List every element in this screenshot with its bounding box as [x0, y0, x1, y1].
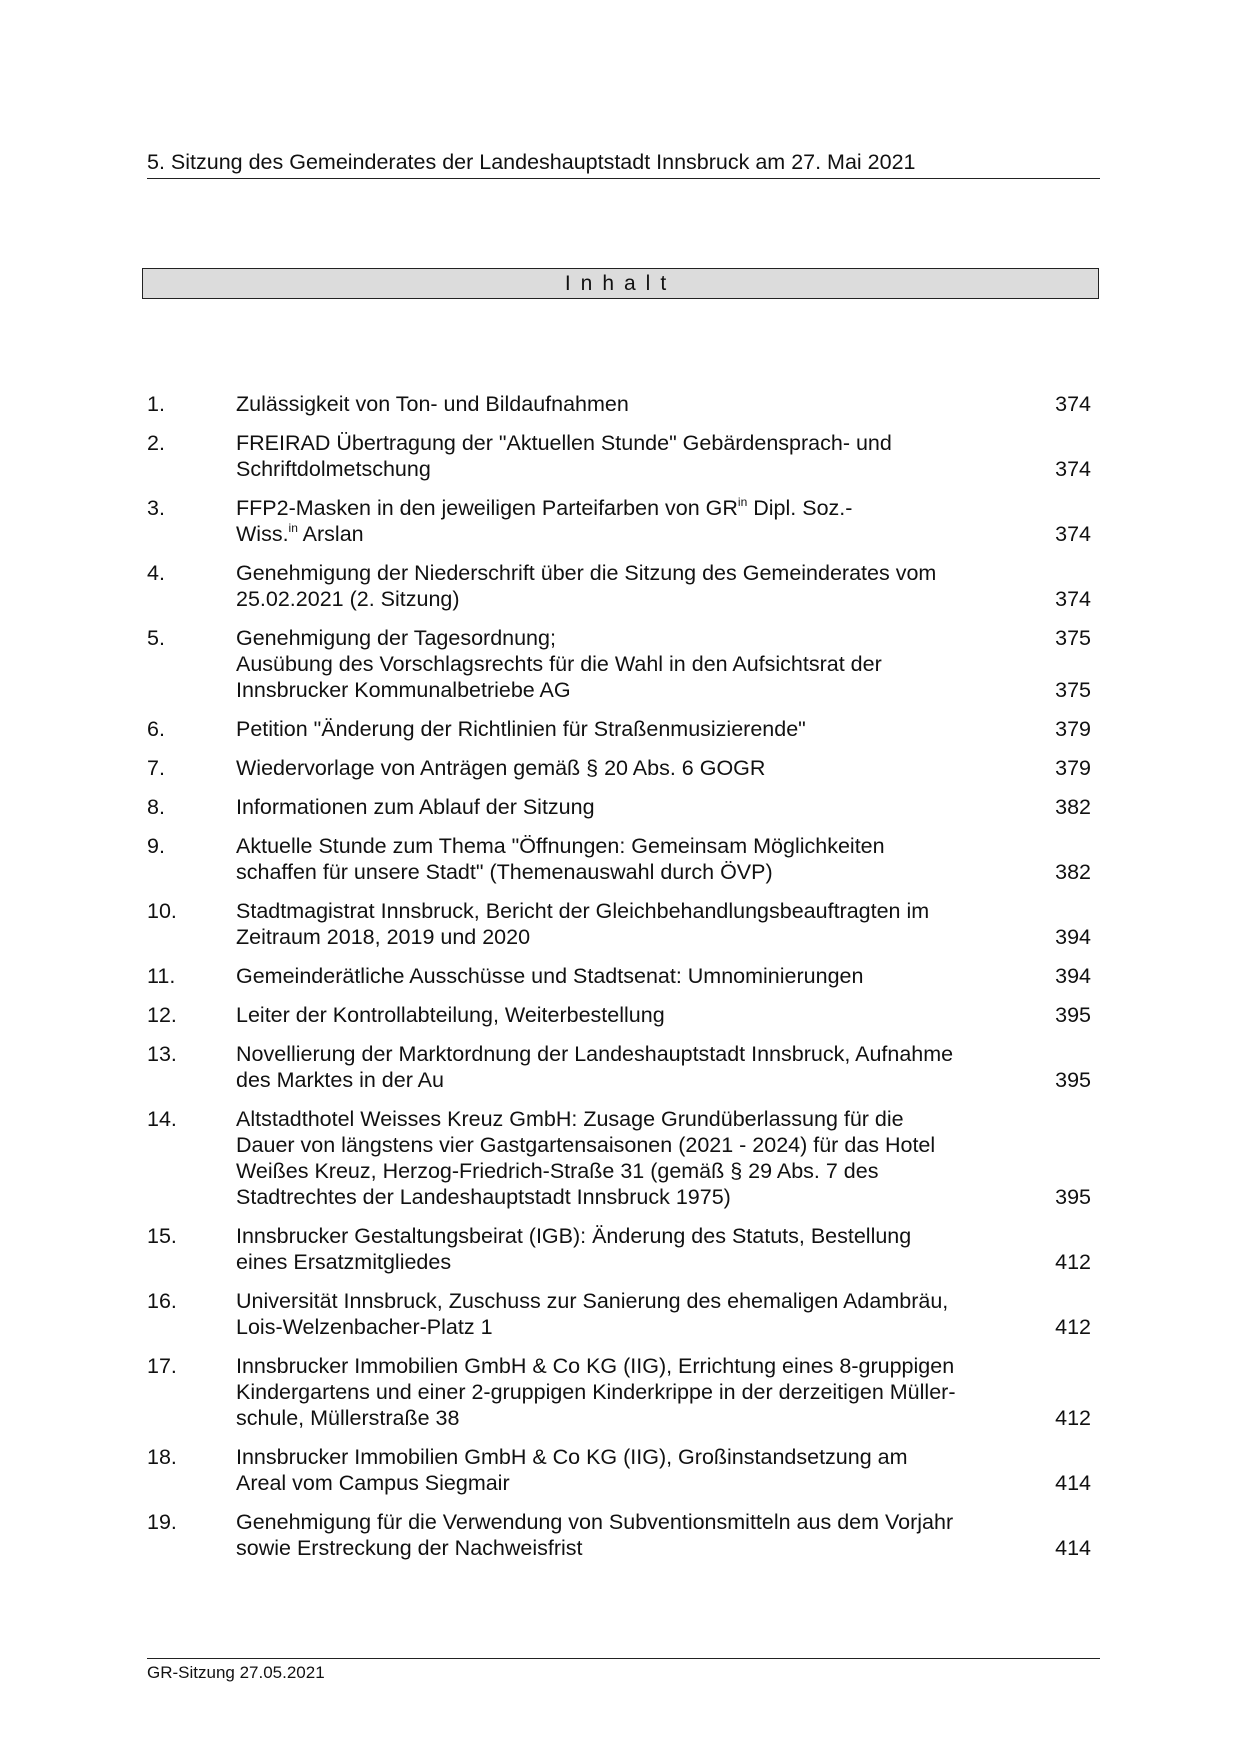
- table-of-contents: [147, 391, 1097, 1574]
- toc-entry-page-number: 375: [1055, 678, 1091, 702]
- toc-entry: [147, 625, 1097, 703]
- toc-entry-page-number: 395: [1055, 1003, 1091, 1027]
- toc-entry-number: 10.: [147, 899, 177, 923]
- toc-entry-page-number: 379: [1055, 717, 1091, 741]
- toc-entry-number: 7.: [147, 756, 165, 780]
- toc-entry-title-line: Stadtmagistrat Innsbruck, Bericht der Gleichbehandlungsbeauftragten im: [236, 899, 930, 923]
- toc-entry-page: [1026, 716, 1097, 742]
- toc-entry-number: 19.: [147, 1510, 177, 1534]
- toc-entry-title-line: Altstadthotel Weisses Kreuz GmbH: Zusage Grundüberlassung für die: [236, 1107, 904, 1131]
- toc-entry-page: [1026, 1002, 1097, 1028]
- toc-entry-title-line: des Marktes in der Au: [236, 1068, 444, 1092]
- toc-entry-title: [236, 1509, 1026, 1561]
- toc-entry-page: [1026, 924, 1097, 950]
- toc-entry-title-line: Ausübung des Vorschlagsrechts für die Wahl in den Aufsichtsrat der: [236, 652, 882, 676]
- toc-entry-number: 2.: [147, 431, 165, 455]
- toc-entry-title-line: Lois-Welzenbacher-Platz 1: [236, 1315, 493, 1339]
- toc-entry-page-number: 375: [1055, 626, 1091, 650]
- toc-entry-title: [236, 794, 1026, 820]
- toc-entry-page: [1026, 963, 1097, 989]
- toc-entry-title: [236, 1002, 1026, 1028]
- toc-entry-page: [1026, 391, 1097, 417]
- toc-entry-title-line: Genehmigung der Tagesordnung;: [236, 626, 556, 650]
- toc-entry-title-line: FFP2-Masken in den jeweiligen Parteifarben von $GR^{in}$ Dipl. Soz.-: [236, 495, 853, 520]
- toc-entry-title: [236, 1444, 1026, 1496]
- toc-entry: [147, 1288, 1097, 1340]
- toc-entry-number: 1.: [147, 392, 165, 416]
- toc-entry-page: [1026, 1249, 1097, 1275]
- toc-entry: [147, 1002, 1097, 1028]
- toc-entry-number: 15.: [147, 1224, 177, 1248]
- toc-entry-title: [236, 391, 1026, 417]
- toc-entry-page-number: 382: [1055, 795, 1091, 819]
- toc-entry-number: 9.: [147, 834, 165, 858]
- toc-entry-title-line: Aktuelle Stunde zum Thema "Öffnungen: Gemeinsam Möglichkeiten: [236, 834, 885, 858]
- toc-entry-page-number: 412: [1055, 1406, 1091, 1430]
- toc-entry-title-line: Wiedervorlage von Anträgen gemäß § 20 Abs. 6 GOGR: [236, 756, 766, 780]
- toc-entry-page-number: 414: [1055, 1536, 1091, 1560]
- toc-entry-title-line: Dauer von längstens vier Gastgartensaisonen (2021 - 2024) für das Hotel: [236, 1133, 936, 1157]
- toc-entry-title-line: Universität Innsbruck, Zuschuss zur Sanierung des ehemaligen Adambräu,: [236, 1289, 949, 1313]
- toc-entry-page-number: 374: [1055, 522, 1091, 546]
- toc-entry-page-number: 394: [1055, 964, 1091, 988]
- toc-entry-title: [236, 716, 1026, 742]
- toc-entry-page: [1026, 1184, 1097, 1210]
- toc-entry-number: 6.: [147, 717, 165, 741]
- toc-entry-title: [236, 755, 1026, 781]
- toc-entry-number: 5.: [147, 626, 165, 650]
- toc-entry-title-line: Innsbrucker Gestaltungsbeirat (IGB): Änderung des Statuts, Bestellung: [236, 1224, 912, 1248]
- toc-entry: [147, 963, 1097, 989]
- toc-entry-page-number: [1026, 651, 1091, 677]
- toc-entry-title-line: FREIRAD Übertragung der "Aktuellen Stunde" Gebärdensprach- und: [236, 431, 892, 455]
- page-header: 5. Sitzung des Gemeinderates der Landeshauptstadt Innsbruck am 27. Mai 2021: [147, 148, 1100, 179]
- toc-entry-title-line: Informationen zum Ablauf der Sitzung: [236, 795, 595, 819]
- toc-entry: [147, 1106, 1097, 1210]
- toc-entry-title: [236, 898, 1026, 950]
- toc-entry-page-number: 379: [1055, 756, 1091, 780]
- toc-entry: [147, 391, 1097, 417]
- toc-entry-title-line: sowie Erstreckung der Nachweisfrist: [236, 1536, 583, 1560]
- toc-entry-title-line: Stadtrechtes der Landeshauptstadt Innsbruck 1975): [236, 1185, 731, 1209]
- toc-entry-title-line: Novellierung der Marktordnung der Landeshauptstadt Innsbruck, Aufnahme: [236, 1042, 954, 1066]
- toc-entry-page-number: 412: [1055, 1315, 1091, 1339]
- toc-entry-title: [236, 1353, 1026, 1431]
- toc-entry-number: 12.: [147, 1003, 177, 1027]
- toc-entry-title-line: Zulässigkeit von Ton- und Bildaufnahmen: [236, 392, 629, 416]
- toc-entry-title-line: Genehmigung der Niederschrift über die Sitzung des Gemeinderates vom: [236, 561, 937, 585]
- toc-entry-title-line: eines Ersatzmitgliedes: [236, 1250, 452, 1274]
- toc-entry-page: [1026, 1314, 1097, 1340]
- toc-entry: [147, 1041, 1097, 1093]
- toc-entry-title-line: schule, Müllerstraße 38: [236, 1406, 460, 1430]
- toc-entry-page-number: 382: [1055, 860, 1091, 884]
- toc-entry-page: [1026, 1067, 1097, 1093]
- toc-entry-page: [1026, 1405, 1097, 1431]
- toc-entry: [147, 1509, 1097, 1561]
- toc-entry-page-number: 374: [1055, 587, 1091, 611]
- toc-entry: [147, 833, 1097, 885]
- toc-entry-title: [236, 833, 1026, 885]
- toc-entry-page-number: 395: [1055, 1185, 1091, 1209]
- toc-entry-title: [236, 1041, 1026, 1093]
- toc-entry-title-line: Genehmigung für die Verwendung von Subventionsmitteln aus dem Vorjahr: [236, 1510, 954, 1534]
- toc-entry-title-line: Innsbrucker Immobilien GmbH & Co KG (IIG), Großinstandsetzung am: [236, 1445, 908, 1469]
- toc-entry-number: 18.: [147, 1445, 177, 1469]
- toc-entry-title: [236, 560, 1026, 612]
- toc-entry-title-line: schaffen für unsere Stadt" (Themenauswahl durch ÖVP): [236, 860, 773, 884]
- toc-entry-page: [1026, 1470, 1097, 1496]
- toc-entry-title-line: Kindergartens und einer 2-gruppigen Kinderkrippe in der derzeitigen Müller-: [236, 1380, 956, 1404]
- toc-entry-page-number: 412: [1055, 1250, 1091, 1274]
- section-title-box: Inhalt: [142, 268, 1099, 299]
- toc-entry-title-line: Weißes Kreuz, Herzog-Friedrich-Straße 31 (gemäß § 29 Abs. 7 des: [236, 1159, 879, 1183]
- toc-entry-number: 3.: [147, 496, 165, 520]
- toc-entry-title-line: Zeitraum 2018, 2019 und 2020: [236, 925, 531, 949]
- toc-entry: [147, 1444, 1097, 1496]
- toc-entry-title: [236, 495, 1026, 547]
- toc-entry-page: [1026, 625, 1097, 703]
- toc-entry: [147, 560, 1097, 612]
- toc-entry-title-line: Areal vom Campus Siegmair: [236, 1471, 510, 1495]
- toc-entry-title: [236, 963, 1026, 989]
- toc-entry-number: 11.: [147, 964, 176, 988]
- toc-entry-page: [1026, 755, 1097, 781]
- toc-entry-page: [1026, 859, 1097, 885]
- toc-entry-title-line: Gemeinderätliche Ausschüsse und Stadtsenat: Umnominierungen: [236, 964, 864, 988]
- toc-entry-number: 17.: [147, 1354, 177, 1378]
- toc-entry-title-line: Leiter der Kontrollabteilung, Weiterbestellung: [236, 1003, 665, 1027]
- toc-entry-page-number: 374: [1055, 457, 1091, 481]
- toc-entry-page-number: 394: [1055, 925, 1091, 949]
- toc-entry-page-number: 414: [1055, 1471, 1091, 1495]
- toc-entry-page: [1026, 794, 1097, 820]
- toc-entry-page: [1026, 586, 1097, 612]
- toc-entry: [147, 755, 1097, 781]
- toc-entry-number: 14.: [147, 1107, 177, 1131]
- toc-entry-title: [236, 430, 1026, 482]
- toc-entry-title: [236, 1288, 1026, 1340]
- toc-entry: [147, 898, 1097, 950]
- toc-entry-page: [1026, 521, 1097, 547]
- toc-entry-title: [236, 625, 1026, 703]
- toc-entry-page: [1026, 1535, 1097, 1561]
- toc-entry-number: 16.: [147, 1289, 177, 1313]
- toc-entry-title: [236, 1223, 1026, 1275]
- toc-entry-title-line: 25.02.2021 (2. Sitzung): [236, 587, 460, 611]
- toc-entry-number: 4.: [147, 561, 165, 585]
- toc-entry-title-line: Wiss.$^{in}$ Arslan: [236, 521, 364, 546]
- toc-entry-title-line: Schriftdolmetschung: [236, 457, 431, 481]
- page-footer: GR-Sitzung 27.05.2021: [147, 1658, 1100, 1684]
- toc-entry: [147, 1353, 1097, 1431]
- toc-entry: [147, 495, 1097, 547]
- toc-entry-number: 13.: [147, 1042, 177, 1066]
- toc-entry: [147, 716, 1097, 742]
- toc-entry-title: [236, 1106, 1026, 1210]
- toc-entry: [147, 1223, 1097, 1275]
- toc-entry: [147, 430, 1097, 482]
- toc-entry-page-number: 395: [1055, 1068, 1091, 1092]
- toc-entry-title-line: Innsbrucker Immobilien GmbH & Co KG (IIG), Errichtung eines 8-gruppigen: [236, 1354, 955, 1378]
- toc-entry-number: 8.: [147, 795, 165, 819]
- toc-entry-page: [1026, 456, 1097, 482]
- toc-entry: [147, 794, 1097, 820]
- toc-entry-title-line: Innsbrucker Kommunalbetriebe AG: [236, 678, 571, 702]
- toc-entry-title-line: Petition "Änderung der Richtlinien für Straßenmusizierende": [236, 717, 806, 741]
- toc-entry-page-number: 374: [1055, 392, 1091, 416]
